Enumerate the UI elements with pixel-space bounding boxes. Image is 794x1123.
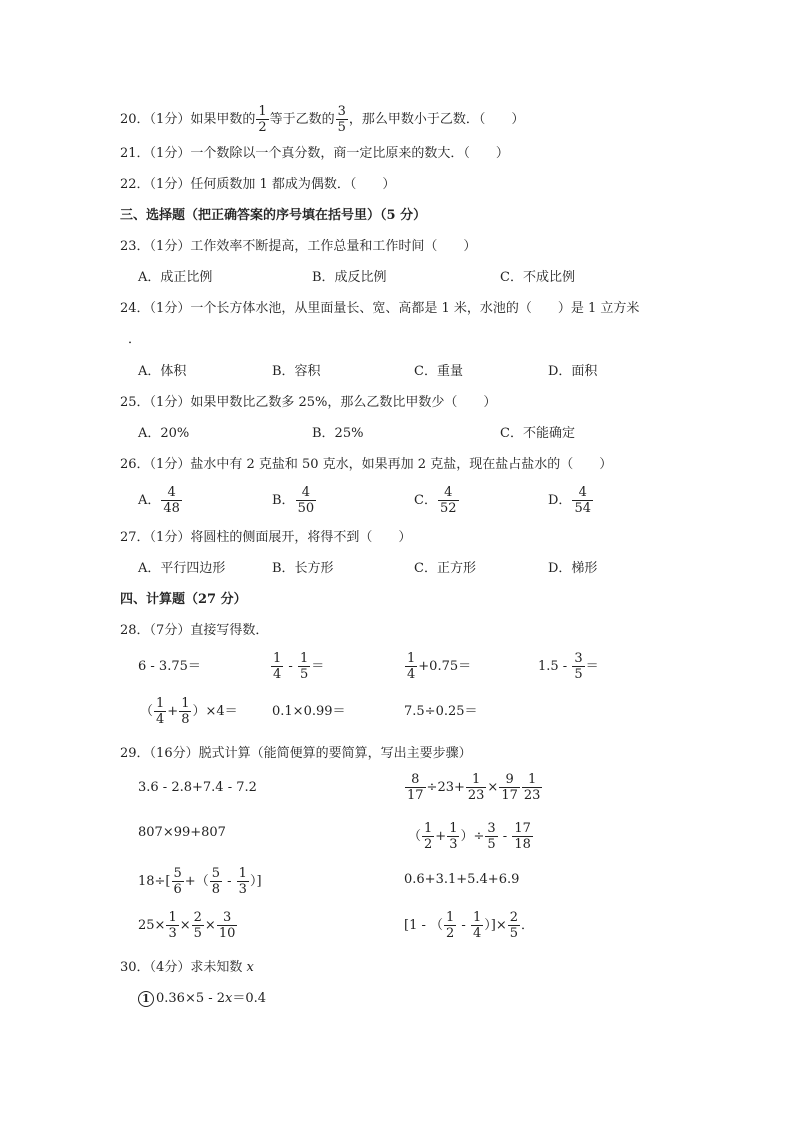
option-c: C．正方形 <box>414 561 476 576</box>
expression: 7.5÷0.25＝ <box>404 704 478 719</box>
expression: （ $\frac{1}{4}$ + $\frac{1}{8}$ ）×4＝ <box>140 696 238 727</box>
option-c: C．不成比例 <box>500 270 575 285</box>
circled-number-1: 1 <box>138 991 154 1007</box>
fraction: $\frac{3}{5}$ <box>337 104 346 135</box>
question-24: 24．（1分）一个长方体水池，从里面量长、宽、高都是 1 米，水池的（ ）是 1 立方米 <box>120 301 640 316</box>
question-24-period: ． <box>128 332 142 347</box>
section-3-heading: 三、选择题（把正确答案的序号填在括号里）（5 分） <box>120 208 427 223</box>
expression: 0.1×0.99＝ <box>272 704 346 719</box>
question-25: 25．（1分）如果甲数比乙数多 25%，那么乙数比甲数少（ ） <box>120 395 497 410</box>
question-28: 28．（7分）直接写得数． <box>120 623 269 638</box>
option-a: A．20% <box>138 426 190 441</box>
question-29: 29．（16分）脱式计算（能简便算的要简算，写出主要步骤） <box>120 746 472 761</box>
question-21: 21．（1分）一个数除以一个真分数，商一定比原来的数大．（ ） <box>120 146 509 161</box>
option-b: B．长方形 <box>272 561 334 576</box>
expression: $\frac{1}{4}$ +0.75＝ <box>407 651 472 682</box>
expression: 6 - 3.75＝ <box>138 659 201 674</box>
expression: 3.6 - 2.8+7.4 - 7.2 <box>138 780 257 795</box>
expression: [1 - （ $\frac{1}{2}$ - $\frac{1}{4}$ ）]× $\frac{2}{5}$ ． <box>404 910 535 941</box>
expression: 18÷[ $\frac{5}{6}$ +（ $\frac{5}{8}$ - $\frac{1}{3}$ ）] <box>138 866 262 897</box>
question-23: 23．（1分）工作效率不断提高，工作总量和工作时间（ ） <box>120 239 477 254</box>
option-b: B． $\frac{4}{50}$ <box>272 485 315 516</box>
option-c: C．不能确定 <box>500 426 575 441</box>
fraction: $\frac{4}{48}$ <box>163 485 180 516</box>
option-d: D． $\frac{4}{54}$ <box>548 485 591 516</box>
question-22: 22．（1分）任何质数加 1 都成为偶数．（ ） <box>120 177 396 192</box>
expression: （ $\frac{1}{2}$ + $\frac{1}{3}$ ）÷ $\frac{3}{5}$ - $\frac{17}{18}$ <box>408 821 531 852</box>
option-a: A．成正比例 <box>138 270 213 285</box>
expression: 25× $\frac{1}{3}$ × $\frac{2}{5}$ × $\frac{3}{10}$ <box>138 910 236 941</box>
fraction: $\frac{4}{50}$ <box>297 485 315 516</box>
option-b: B．容积 <box>272 364 321 379</box>
expression: $\frac{1}{4}$ - $\frac{1}{5}$ ＝ <box>273 651 325 682</box>
question-20: 20．（1分）如果甲数的 $\frac{1}{2}$ 等于乙数的 $\frac{3}{5}$ ，那么甲数小于乙数．（ ） <box>120 104 525 135</box>
option-b: B．25% <box>312 426 364 441</box>
option-b: B．成反比例 <box>312 270 387 285</box>
fraction: $\frac{4}{52}$ <box>439 485 457 516</box>
question-30: 30．（4分）求未知数 x <box>120 960 254 975</box>
equation: 1 0.36×5 - 2x＝0.4 <box>138 990 266 1008</box>
question-26: 26．（1分）盐水中有 2 克盐和 50 克水，如果再加 2 克盐，现在盐占盐水的（ ） <box>120 457 613 472</box>
option-a: A．体积 <box>138 364 187 379</box>
expression: 0.6+3.1+5.4+6.9 <box>404 872 520 887</box>
option-d: D．梯形 <box>548 561 598 576</box>
expression: 1.5 - $\frac{3}{5}$ ＝ <box>538 651 599 682</box>
expression: 807×99+807 <box>138 825 226 840</box>
option-a: A．平行四边形 <box>138 561 226 576</box>
question-27: 27．（1分）将圆柱的侧面展开，将得不到（ ） <box>120 530 412 545</box>
fraction: $\frac{4}{54}$ <box>574 485 591 516</box>
option-d: D．面积 <box>548 364 598 379</box>
option-c: C．重量 <box>414 364 463 379</box>
option-a: A． $\frac{4}{48}$ <box>138 485 180 516</box>
fraction: $\frac{1}{2}$ <box>258 104 267 135</box>
section-4-heading: 四、计算题（27 分） <box>120 592 247 607</box>
option-c: C． $\frac{4}{52}$ <box>414 485 457 516</box>
expression: $\frac{8}{17}$ ÷23+ $\frac{1}{23}$ × $\frac{9}{17}$ $\frac{1}{23}$ <box>407 772 541 803</box>
